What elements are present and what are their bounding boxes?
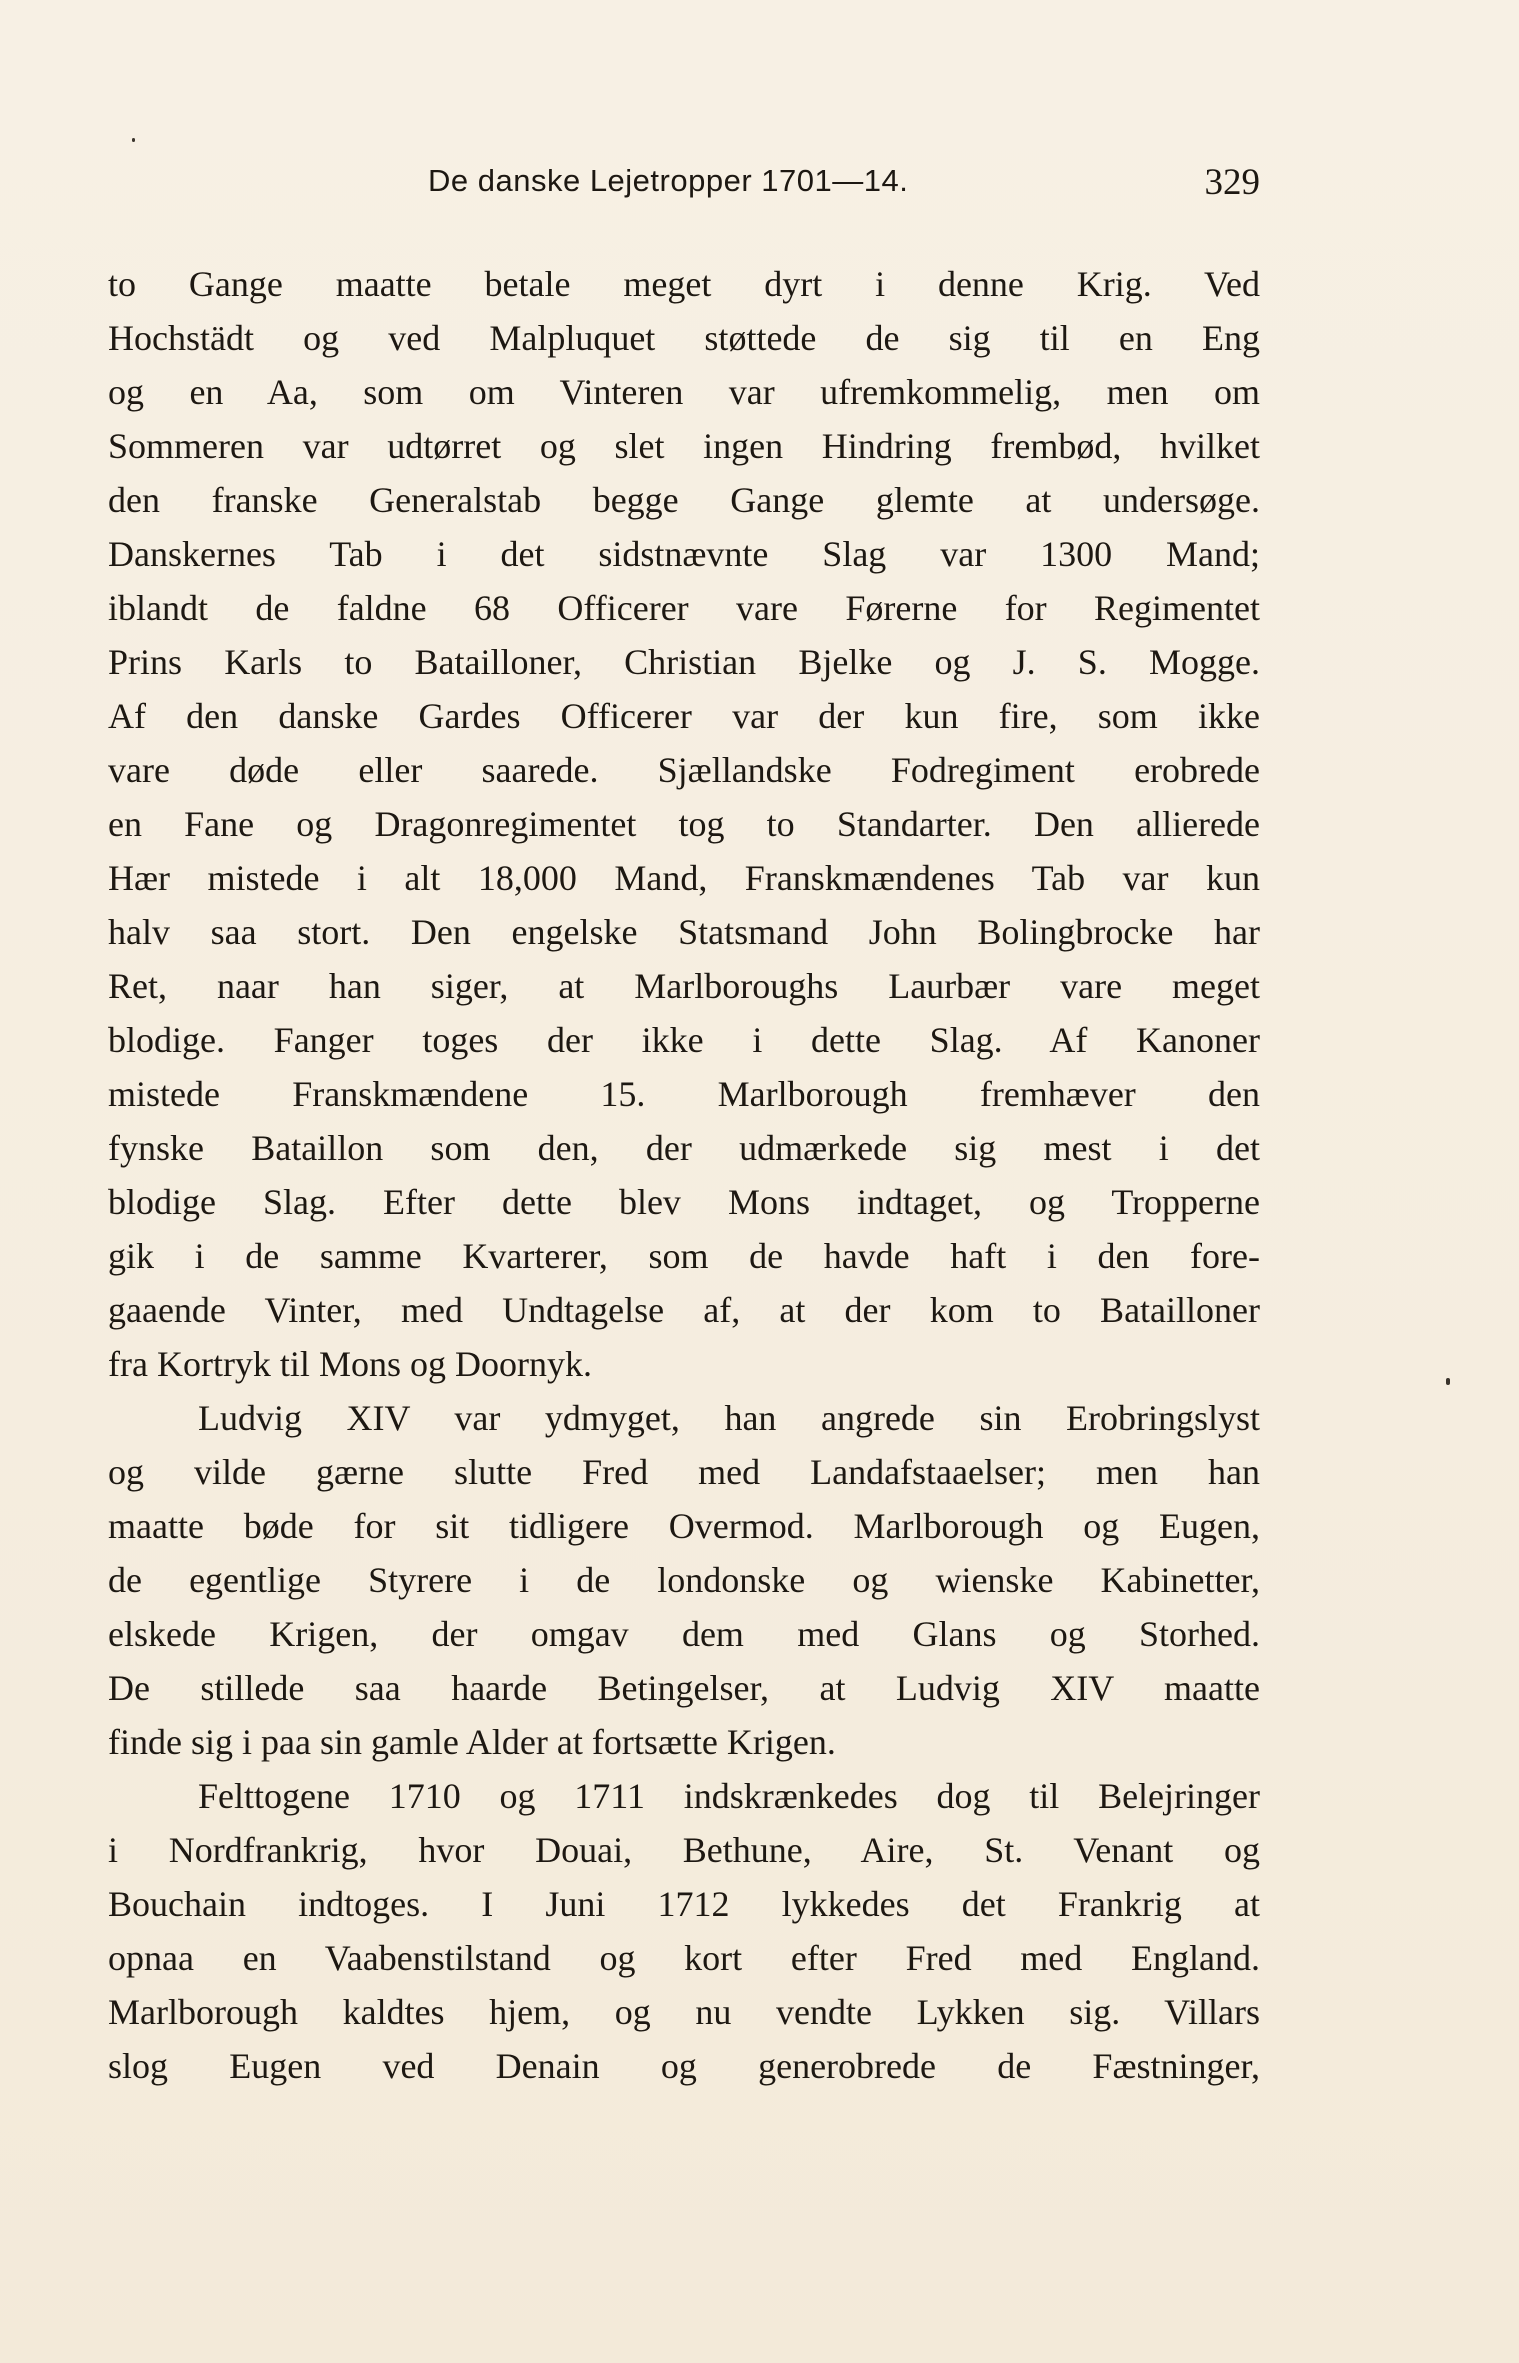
text-line: maatte bøde for sit tidligere Overmod. Marlborough og Eugen, <box>108 1506 1260 1546</box>
text-line: gik i de samme Kvarterer, som de havde haft i den fore- <box>108 1236 1260 1276</box>
text-line: to Gange maatte betale meget dyrt i denne Krig. Ved <box>108 264 1260 304</box>
text-line: Sommeren var udtørret og slet ingen Hindring frembød, hvilket <box>108 426 1260 466</box>
text-line: finde sig i paa sin gamle Alder at fortsætte Krigen. <box>108 1722 836 1762</box>
text-line: den franske Generalstab begge Gange glemte at undersøge. <box>108 480 1260 520</box>
text-line: en Fane og Dragonregimentet tog to Standarter. Den allierede <box>108 804 1260 844</box>
text-line: blodige Slag. Efter dette blev Mons indtaget, og Tropperne <box>108 1182 1260 1222</box>
text-line: og en Aa, som om Vinteren var ufremkommelig, men om <box>108 372 1260 412</box>
text-line: gaaende Vinter, med Undtagelse af, at der kom to Batailloner <box>108 1290 1260 1330</box>
text-line: fra Kortryk til Mons og Doornyk. <box>108 1344 592 1384</box>
page-header <box>108 155 1260 211</box>
text-line: mistede Franskmændene 15. Marlborough fremhæver den <box>108 1074 1260 1114</box>
text-line: elskede Krigen, der omgav dem med Glans og Storhed. <box>108 1614 1260 1654</box>
text-line: blodige. Fanger toges der ikke i dette Slag. Af Kanoner <box>108 1020 1260 1060</box>
text-line: slog Eugen ved Denain og generobrede de Fæstninger, <box>108 2046 1260 2086</box>
text-line: Danskernes Tab i det sidstnævnte Slag var 1300 Mand; <box>108 534 1260 574</box>
paragraph-first-line: Felttogene 1710 og 1711 indskrænkedes dog til Belejringer <box>198 1776 1260 1816</box>
text-line: i Nordfrankrig, hvor Douai, Bethune, Aire, St. Venant og <box>108 1830 1260 1870</box>
text-line: iblandt de faldne 68 Officerer vare Førerne for Regimentet <box>108 588 1260 628</box>
text-line: de egentlige Styrere i de londonske og wienske Kabinetter, <box>108 1560 1260 1600</box>
text-line: Marlborough kaldtes hjem, og nu vendte Lykken sig. Villars <box>108 1992 1260 2032</box>
text-line: vare døde eller saarede. Sjællandske Fodregiment erobrede <box>108 750 1260 790</box>
text-line: og vilde gærne slutte Fred med Landafstaaelser; men han <box>108 1452 1260 1492</box>
text-line: De stillede saa haarde Betingelser, at Ludvig XIV maatte <box>108 1668 1260 1708</box>
text-line: opnaa en Vaabenstilstand og kort efter Fred med England. <box>108 1938 1260 1978</box>
paper-speck <box>1446 1378 1450 1385</box>
paper-speck <box>132 138 135 142</box>
paragraph-first-line: Ludvig XIV var ydmyget, han angrede sin Erobringslyst <box>198 1398 1260 1438</box>
text-line: fynske Bataillon som den, der udmærkede sig mest i det <box>108 1128 1260 1168</box>
text-line: Prins Karls to Batailloner, Christian Bjelke og J. S. Mogge. <box>108 642 1260 682</box>
text-line: Hær mistede i alt 18,000 Mand, Franskmændenes Tab var kun <box>108 858 1260 898</box>
running-title: De danske Lejetropper 1701—14. <box>428 163 909 198</box>
text-line: Bouchain indtoges. I Juni 1712 lykkedes det Frankrig at <box>108 1884 1260 1924</box>
text-line: Af den danske Gardes Officerer var der kun fire, som ikke <box>108 696 1260 736</box>
body-text <box>108 257 1260 2117</box>
text-line: Hochstädt og ved Malpluquet støttede de sig til en Eng <box>108 318 1260 358</box>
text-line: Ret, naar han siger, at Marlboroughs Laurbær vare meget <box>108 966 1260 1006</box>
text-line: halv saa stort. Den engelske Statsmand John Bolingbrocke har <box>108 912 1260 952</box>
page-number: 329 <box>1204 162 1260 203</box>
